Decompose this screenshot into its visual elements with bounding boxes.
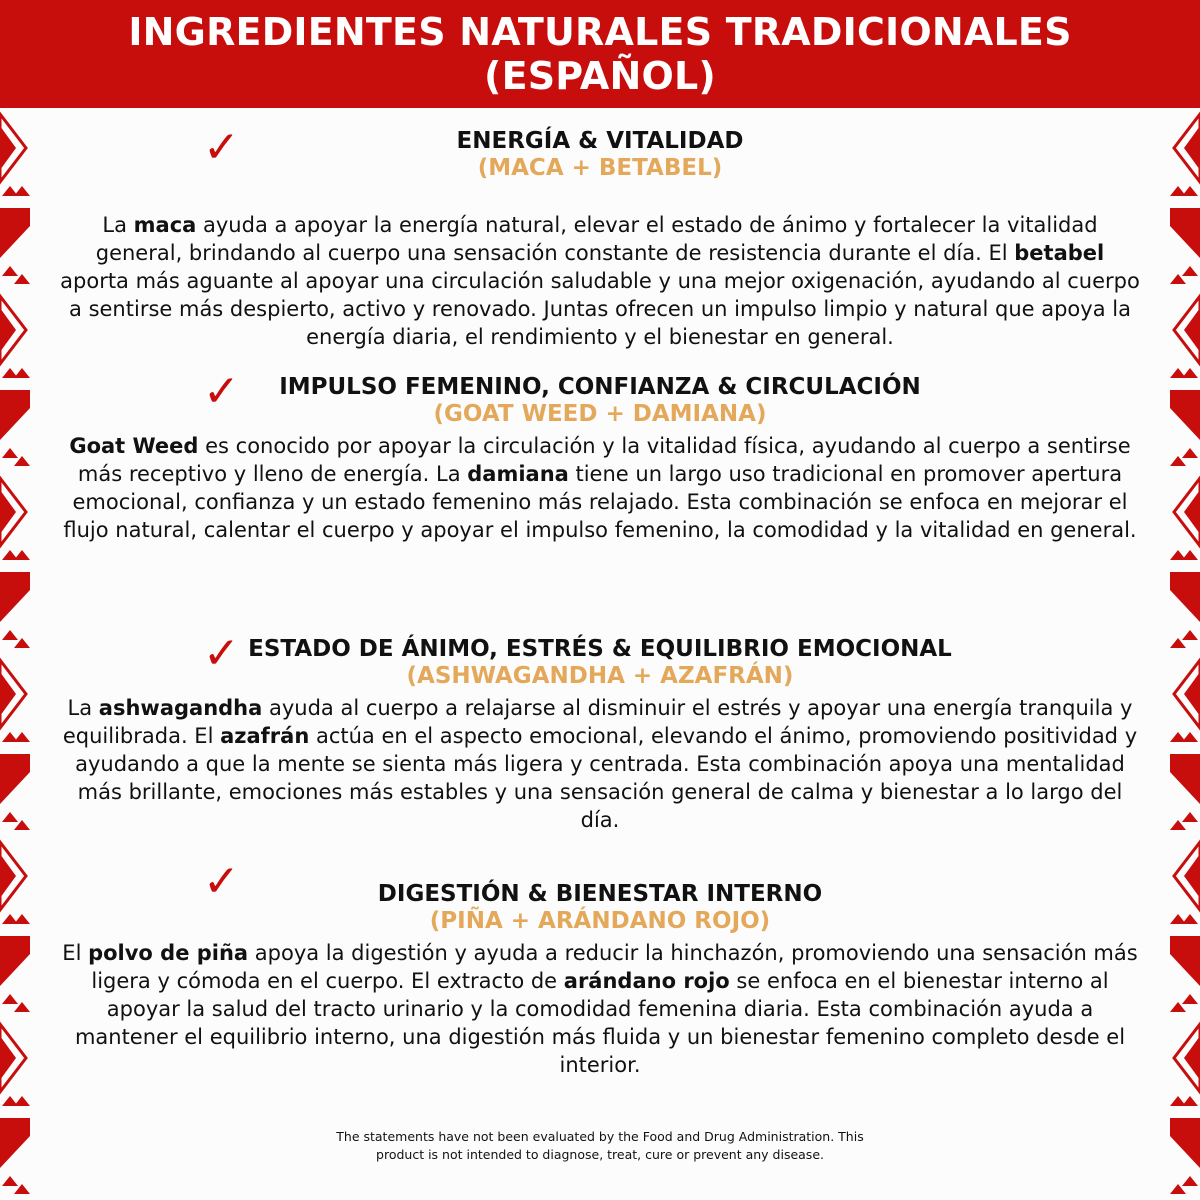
ingredient-name: ashwagandha [98, 696, 263, 720]
check-icon: ✓ [203, 628, 240, 679]
section-title: ENERGÍA & VITALIDAD [456, 128, 744, 154]
ingredient-name: maca [133, 213, 197, 237]
ingredient-name: azafrán [220, 724, 310, 748]
benefit-section-digestion [60, 881, 1140, 1079]
description-text: El [62, 941, 89, 965]
ingredient-name: betabel [1014, 241, 1105, 265]
disclaimer-line-1: The statements have not been evaluated by the Food and Drug Administration. This [336, 1129, 864, 1144]
description-text: ayuda al cuerpo a relajarse al disminuir el estrés y apoyar una energía tranquila y equilibrada. El [62, 696, 1133, 748]
section-description [60, 432, 1140, 544]
section-description [60, 211, 1140, 351]
description-text: es conocido por apoyar la circulación y la vitalidad física, ayudando al cuerpo a sentirse más receptivo y lleno de energía. La [77, 434, 1131, 486]
ingredient-name: Goat Weed [69, 434, 199, 458]
page-title-line-2: (ESPAÑOL) [484, 54, 716, 98]
section-description [60, 694, 1140, 834]
benefit-section-impulso [60, 374, 1140, 544]
fda-disclaimer [300, 1128, 900, 1164]
section-ingredients: (ASHWAGANDHA + AZAFRÁN) [406, 663, 794, 689]
disclaimer-line-2: product is not intended to diagnose, treat, cure or prevent any disease. [376, 1147, 824, 1162]
description-text: La [102, 213, 134, 237]
page-title [128, 10, 1071, 98]
description-text: aporta más aguante al apoyar una circulación saludable y una mejor oxigenación, ayudando al cuerpo a sentirse más despierto, activo y renovado. Juntas ofrecen un impulso limpio y natural que apoya la energía diaria, el rendimiento y el bienestar en general. [60, 269, 1140, 349]
section-ingredients: (GOAT WEED + DAMIANA) [433, 401, 767, 427]
description-text: ayuda a apoyar la energía natural, elevar el estado de ánimo y fortalecer la vitalidad general, brindando al cuerpo una sensación constante de resistencia durante el día. El [95, 213, 1098, 265]
description-text: apoya la digestión y ayuda a reducir la hinchazón, promoviendo una sensación más ligera y cómoda en el cuerpo. El extracto de [91, 941, 1138, 993]
benefit-section-energia [60, 122, 1140, 351]
ingredient-name: damiana [467, 462, 569, 486]
check-icon: ✓ [203, 856, 240, 907]
tribal-pattern-right [1170, 108, 1200, 1200]
section-title: DIGESTIÓN & BIENESTAR INTERNO [377, 881, 823, 907]
section-description [60, 939, 1140, 1079]
decorative-border-left [0, 108, 30, 1200]
section-ingredients: (MACA + BETABEL) [477, 155, 723, 181]
description-text: tiene un largo uso tradicional en promover apertura emocional, confianza y un estado femenino más relajado. Esta combinación se enfoca en mejorar el flujo natural, calentar el cuerpo y apoyar el impulso femenino, la comodidad y la vitalidad en general. [63, 462, 1137, 542]
header-banner [0, 0, 1200, 108]
benefit-section-animo [60, 636, 1140, 834]
ingredient-name: arándano rojo [563, 969, 730, 993]
decorative-border-right [1170, 108, 1200, 1200]
section-title: ESTADO DE ÁNIMO, ESTRÉS & EQUILIBRIO EMOCIONAL [248, 636, 952, 662]
ingredient-name: polvo de piña [88, 941, 249, 965]
description-text: se enfoca en el bienestar interno al apoyar la salud del tracto urinario y la comodidad femenina diaria. Esta combinación ayuda a mantener el equilibrio interno, una digestión más fluida y un bienestar femenino completo desde el interior. [74, 969, 1126, 1077]
description-text: actúa en el aspecto emocional, elevando el ánimo, promoviendo positividad y ayudando a que la mente se sienta más ligera y centrada. Esta combinación apoya una mentalidad más brillante, emociones más estables y una sensación general de calma y bienestar a lo largo del día. [75, 724, 1138, 832]
section-title: IMPULSO FEMENINO, CONFIANZA & CIRCULACIÓN [279, 374, 921, 400]
check-icon: ✓ [203, 366, 240, 417]
tribal-pattern-left [0, 108, 30, 1200]
page-title-line-1: INGREDIENTES NATURALES TRADICIONALES [128, 10, 1072, 54]
check-icon: ✓ [203, 122, 240, 173]
section-ingredients: (PIÑA + ARÁNDANO ROJO) [429, 908, 771, 934]
description-text: La [67, 696, 99, 720]
